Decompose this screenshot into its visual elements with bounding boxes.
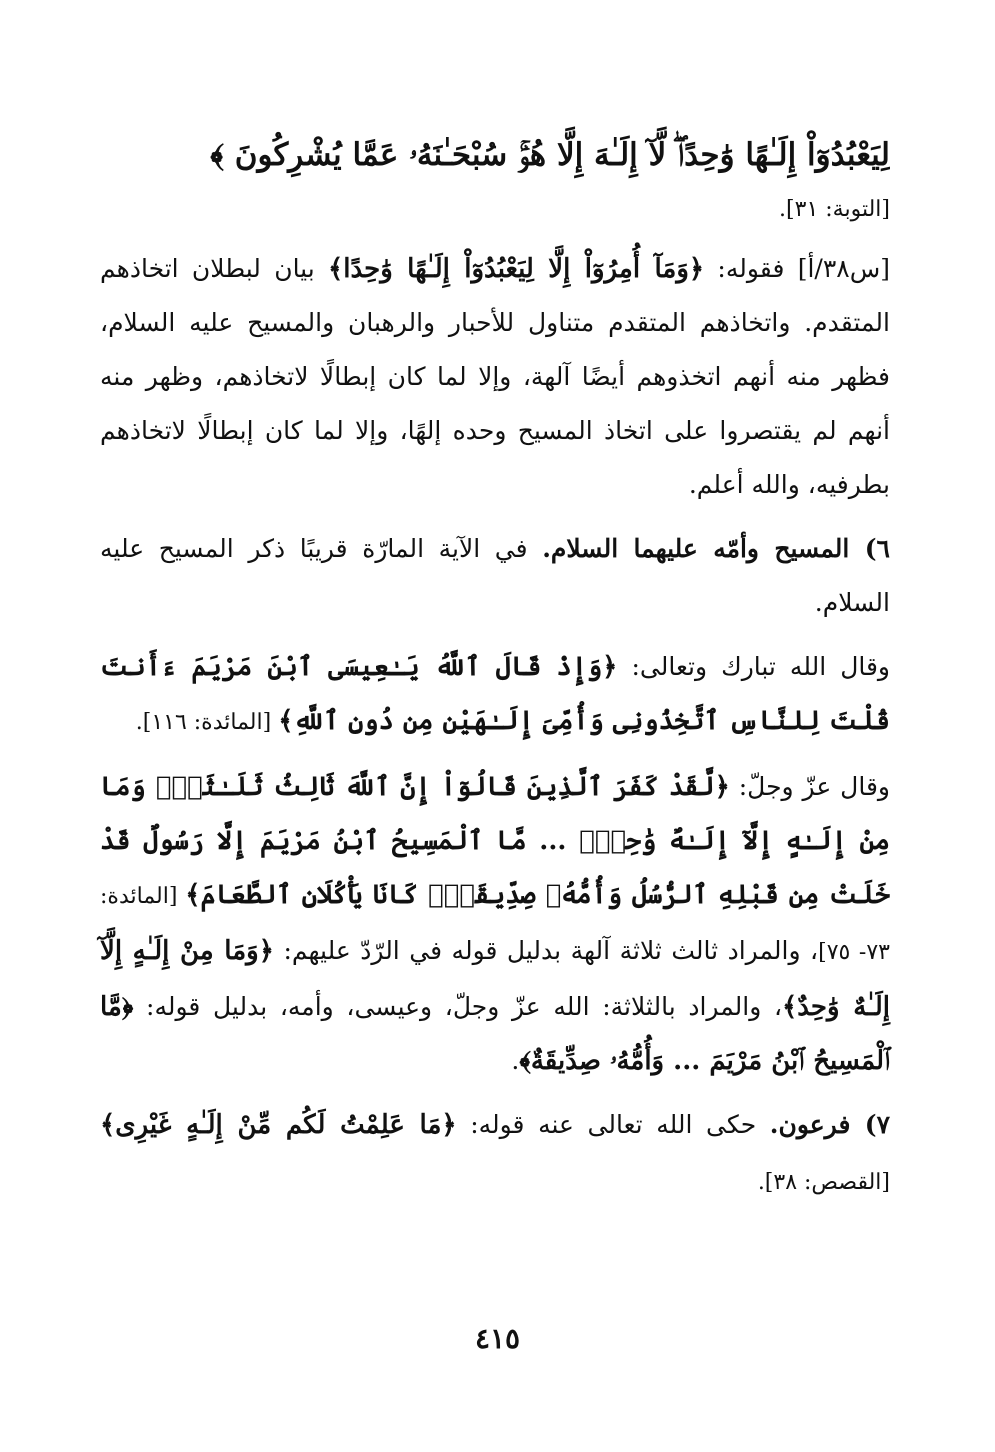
page-body — [100, 118, 890, 1220]
section-6-heading: ٦) المسيح وأمّه عليهما السلام. — [542, 534, 890, 563]
top-verse-reference: [التوبة: ٣١]. — [779, 197, 890, 222]
paragraph-1 — [100, 242, 890, 512]
p4-quran-2: ﴿وَمَا مِنْ إِلَـٰهٍ إِلَّآ إِلَـٰهٌ وَٰحِدٌ﴾ — [100, 936, 891, 1022]
top-verse: لِيَعْبُدُوٓاْ إِلَـٰهًا وَٰحِدًاۖ لَّآ إِلَـٰهَ إِلَّا هُوَۚ سُبْحَـٰنَهُۥ عَمَّا يُشْرِكُونَ ﴾ — [210, 137, 890, 173]
p3-quran: ﴿وَإِذْ قَالَ ٱللَّهُ يَـٰعِيسَى ٱبْنَ مَرْيَمَ ءَأَنتَ قُلْتَ لِلنَّاسِ ٱتَّخِذُونِى وَأُمِّىَ إِلَـٰهَيْنِ مِن دُونِ ٱللَّهِ﴾ — [100, 652, 890, 736]
p5-intro: حكى الله تعالى عنه قوله: — [456, 1110, 770, 1139]
p4-intro: وقال عزّ وجلّ: — [729, 772, 890, 801]
p4-end: . — [511, 1046, 520, 1075]
p5-reference: [القصص: ٣٨]. — [757, 1170, 890, 1195]
p4-text-2: ، والمراد بالثلاثة: الله عزّ وجلّ، وعيسى، وأمه، بدليل قوله: — [133, 992, 783, 1021]
p3-intro: وقال الله تبارك وتعالى: — [617, 652, 891, 681]
p5-quran: ﴿مَا عَلِمْتُ لَكُم مِّنْ إِلَـٰهٍ غَيْرِى﴾ — [100, 1110, 457, 1140]
p4-quran-3: ﴿مَّا ٱلْمَسِيحُ ٱبْنُ مَرْيَمَ ... وَأُمُّهُۥ صِدِّيقَةٌ﴾ — [100, 992, 890, 1076]
paragraph-3 — [100, 640, 890, 750]
p1-text: بيان لبطلان اتخاذهم المتقدم. واتخاذهم المتقدم متناول للأحبار والرهبان والمسيح عليه السلام، فظهر منه أنهم اتخذوهم أيضًا آلهة، وإلا لما كان إبطالًا لاتخاذهم، وظهر منه أنهم لم يقتصروا على اتخاذ المسيح وحده إلهًا، وإلا لما كان إبطالًا لاتخاذهم بطرفيه، والله أعلم. — [100, 254, 890, 499]
page-number: ٤١٥ — [474, 1322, 521, 1355]
section-7-heading: ٧) فرعون. — [769, 1110, 890, 1139]
p3-reference: [المائدة: ١١٦]. — [135, 710, 279, 735]
p2-text: في الآية المارّة قريبًا ذكر المسيح عليه السلام. — [100, 534, 890, 617]
p1-quran: ﴿وَمَآ أُمِرُوٓاْ إِلَّا لِيَعْبُدُوٓاْ إِلَـٰهًا وَٰحِدًا﴾ — [328, 254, 705, 284]
p1-intro: [س٣٨/أ] فقوله: — [704, 254, 890, 283]
p4-reference: [المائدة: ٧٣- ٧٥] — [100, 884, 890, 965]
paragraph-4 — [100, 760, 890, 1088]
paragraph-5 — [100, 1098, 890, 1210]
paragraph-2 — [100, 522, 890, 630]
p4-text-1: ، والمراد ثالث ثلاثة آلهة بدليل قوله في الرّدّ عليهم: — [273, 936, 819, 965]
p4-quran-1: ﴿لَّقَدْ كَفَرَ ٱلَّذِينَ قَالُوٓاْ إِنَّ ٱللَّهَ ثَالِثُ ثَلَـٰثَةٍۘ وَمَا مِنْ إِلَـٰهٍ إِلَّآ إِلَـٰهٌ وَٰحِدٌۚ ... مَّا ٱلْمَسِيحُ ٱبْنُ مَرْيَمَ إِلَّا رَسُولٌ قَدْ خَلَتْ مِن قَبْلِهِ ٱلرُّسُلُ وَأُمُّهُۥ صِدِّيقَةٌۖ كَانَا يَأْكُلَانِ ٱلطَّعَامَ﴾ — [100, 772, 890, 910]
